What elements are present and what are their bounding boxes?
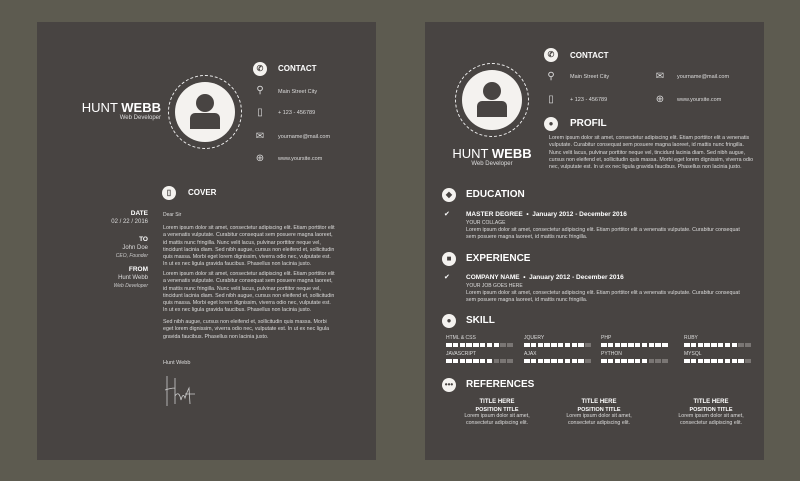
skill-level-segment <box>725 359 731 363</box>
location-pin-icon: ⚲ <box>256 85 264 96</box>
skill-level-segment <box>738 343 744 347</box>
skill-level-segment <box>649 343 655 347</box>
skill-level-segment <box>704 359 710 363</box>
skill-level-segment <box>635 359 641 363</box>
avatar <box>462 70 522 130</box>
mail-icon: ✉ <box>655 71 665 82</box>
profil-text: Lorem ipsum dolor sit amet, consectetur adipiscing elit. Etiam porttitor elit a venenatis vulputate. Curabitur consequat sem posuere magna laoreet, id mattis nunc fringilla. Nunc velit lacus, pulvinar porttitor neque vel, tincidunt lacinia diam. Sed nibh augue, cursus non eleifend et, sollicitudin quis massa. Morbi eget lorem dignissim, viverra odio nec, vulputate est. In ut ex nec ligula gravida faucibus. Phasellus non lacinia justo. <box>549 135 754 171</box>
skill-level-segment <box>565 359 571 363</box>
skill-level-segment <box>558 343 564 347</box>
contact-website: www.yoursite.com <box>677 97 722 103</box>
recipient-name: John Doe <box>122 245 148 251</box>
name-block <box>82 100 161 121</box>
skill-name: PHP <box>601 335 612 341</box>
graduation-cap-icon: ◆ <box>442 188 456 202</box>
skill-level-segment <box>565 343 571 347</box>
school-name: YOUR COLLAGE <box>466 220 506 226</box>
contact-phone: + 123 - 456789 <box>278 110 316 116</box>
skill-name: AJAX <box>524 351 537 357</box>
date-label: DATE <box>130 210 148 217</box>
skill-level-segment <box>466 343 472 347</box>
skill-level-segment <box>585 343 591 347</box>
skill-level-segment <box>738 359 744 363</box>
mobile-icon: ▯ <box>548 94 554 105</box>
skill-level-segment <box>460 359 466 363</box>
reference-item: TITLE HERE POSITION TITLE Lorem ipsum dolor sit amet, consectetur adipiscing elit. <box>566 399 632 426</box>
location-pin-icon: ⚲ <box>547 71 555 82</box>
experience-heading: EXPERIENCE <box>466 253 531 264</box>
skill-level-bar <box>446 359 513 363</box>
skill-level-segment <box>551 343 557 347</box>
skill-level-segment <box>572 359 578 363</box>
experience-text: Lorem ipsum dolor sit amet, consectetur adipiscing elit. Etiam porttitor elit a venenatis vulputate. Curabitur consequat sem posuere magna laoreet, id mattis nunc fringilla. <box>466 290 740 304</box>
education-text: Lorem ipsum dolor sit amet, consectetur adipiscing elit. Etiam porttitor elit a venenatis vulputate. Curabitur consequat sem posuere magna laoreet, id mattis nunc fringilla. <box>466 227 740 241</box>
skill-level-bar <box>601 359 668 363</box>
skill-level-segment <box>544 343 550 347</box>
signoff-name: Hunt Webb <box>163 360 191 366</box>
skill-level-segment <box>480 343 486 347</box>
skill-level-segment <box>655 343 661 347</box>
skill-level-segment <box>628 343 634 347</box>
skill-level-segment <box>578 343 584 347</box>
skill-level-segment <box>628 359 634 363</box>
full-name: HUNT WEBB <box>81 100 161 115</box>
skill-level-segment <box>698 343 704 347</box>
skill-level-segment <box>601 343 607 347</box>
skill-level-segment <box>500 343 506 347</box>
skill-icon: ● <box>442 314 456 328</box>
skill-level-segment <box>684 359 690 363</box>
skill-level-segment <box>572 343 578 347</box>
document-icon: ▯ <box>162 186 176 200</box>
skill-level-segment <box>558 359 564 363</box>
skill-level-segment <box>507 359 513 363</box>
skill-level-bar <box>684 359 751 363</box>
skill-level-segment <box>538 343 544 347</box>
skill-level-segment <box>655 359 661 363</box>
resume-page <box>425 22 764 460</box>
contact-email: yourname@mail.com <box>278 134 331 140</box>
skill-level-segment <box>684 343 690 347</box>
skill-level-segment <box>621 343 627 347</box>
skill-level-segment <box>500 359 506 363</box>
job-title: Web Developer <box>119 115 161 121</box>
briefcase-icon: ■ <box>442 252 456 266</box>
skill-level-segment <box>621 359 627 363</box>
letter-paragraph: Lorem ipsum dolor sit amet, consectetur adipiscing elit. Etiam porttitor elit a venenatis vulputate. Curabitur consequat sem posuere magna laoreet, id mattis nunc fringilla. Nunc velit lacus, pulvinar porttitor neque vel, tincidunt lacinia diam. Sed nibh augue, cursus non eleifend et, sollicitudin quis massa. Morbi eget lorem dignissim, viverra odio nec, vulputate est. In ut ex nec ligula gravida faucibus. Phasellus non lacinia justo. <box>163 225 335 268</box>
check-icon: ✔ <box>444 211 450 218</box>
skill-name: RUBY <box>684 335 698 341</box>
mail-icon: ✉ <box>255 131 265 142</box>
skill-level-segment <box>662 343 668 347</box>
globe-icon: ⊕ <box>255 153 265 164</box>
reference-item: TITLE HERE POSITION TITLE Lorem ipsum dolor sit amet, consectetur adipiscing elit. <box>678 399 744 426</box>
skill-level-segment <box>578 359 584 363</box>
skill-level-segment <box>662 359 668 363</box>
sender-name: Hunt Webb <box>118 275 148 281</box>
skill-level-segment <box>487 359 493 363</box>
globe-icon: ⊕ <box>655 94 665 105</box>
skill-level-segment <box>635 343 641 347</box>
skill-level-segment <box>725 343 731 347</box>
contact-address: Main Street City <box>570 74 610 80</box>
references-icon: ••• <box>442 378 456 392</box>
name-block <box>442 146 542 167</box>
skill-heading: SKILL <box>466 315 495 326</box>
reference-item: TITLE HERE POSITION TITLE Lorem ipsum dolor sit amet, consectetur adipiscing elit. <box>464 399 530 426</box>
skill-level-segment <box>446 359 452 363</box>
skill-level-segment <box>615 343 621 347</box>
skill-level-segment <box>524 343 530 347</box>
cover-letter-page <box>37 22 376 460</box>
skill-name: PYTHON <box>601 351 622 357</box>
skill-level-segment <box>711 359 717 363</box>
contact-phone: + 123 - 456789 <box>570 97 608 103</box>
skill-level-segment <box>494 359 500 363</box>
letter-paragraph: Lorem ipsum dolor sit amet, consectetur adipiscing elit. Etiam porttitor elit a venenatis vulputate. Curabitur consequat sem posuere magna laoreet, id mattis nunc fringilla. Nunc velit lacus, pulvinar porttitor neque vel, tincidunt lacinia diam. Sed nibh augue, cursus non eleifend et, sollicitudin quis massa. Morbi eget lorem dignissim, viverra odio nec, vulputate est. In ut ex nec ligula gravida faucibus. Phasellus non lacinia justo. <box>163 271 335 314</box>
skill-level-bar <box>524 343 591 347</box>
skill-level-segment <box>608 343 614 347</box>
contact-address: Main Street City <box>278 89 318 95</box>
contact-website: www.yoursite.com <box>278 156 323 162</box>
skill-name: HTML & CSS <box>446 335 476 341</box>
cover-heading: COVER <box>188 188 217 197</box>
skill-level-segment <box>531 359 537 363</box>
skill-level-segment <box>494 343 500 347</box>
job-title: Web Developer <box>471 161 513 167</box>
skill-level-segment <box>745 343 751 347</box>
skill-level-segment <box>711 343 717 347</box>
skill-level-segment <box>691 359 697 363</box>
skill-level-segment <box>649 359 655 363</box>
contact-heading: CONTACT <box>278 64 317 73</box>
skill-level-segment <box>642 359 648 363</box>
skill-level-bar <box>601 343 668 347</box>
avatar <box>175 82 235 142</box>
skill-level-bar <box>524 359 591 363</box>
skill-level-segment <box>585 359 591 363</box>
skill-level-segment <box>446 343 452 347</box>
skill-level-segment <box>732 359 738 363</box>
skill-level-segment <box>691 343 697 347</box>
skill-level-segment <box>453 343 459 347</box>
skill-level-segment <box>698 359 704 363</box>
education-heading: EDUCATION <box>466 189 525 200</box>
mobile-icon: ▯ <box>257 107 263 118</box>
skill-level-segment <box>538 359 544 363</box>
skill-level-segment <box>531 343 537 347</box>
recipient-title: CEO, Founder <box>115 253 148 259</box>
skill-level-segment <box>551 359 557 363</box>
experience-row: COMPANY NAME • January 2012 - December 2016 <box>466 274 624 281</box>
skill-level-segment <box>745 359 751 363</box>
greeting: Dear Sir <box>163 212 182 218</box>
sender-title: Web Developer <box>113 283 148 289</box>
from-label: FROM <box>128 266 148 273</box>
full-name: HUNT WEBB <box>452 146 532 161</box>
skill-level-segment <box>460 343 466 347</box>
job-title-line: YOUR JOB GOES HERE <box>466 283 523 289</box>
skill-level-segment <box>732 343 738 347</box>
letter-paragraph: Sed nibh augue, cursus non eleifend et, sollicitudin quis massa. Morbi eget lorem dignissim, viverra odio nec, vulputate est. In ut ex nec ligula gravida faucibus. Phasellus non lacinia justo. <box>163 319 330 340</box>
phone-icon: ✆ <box>544 48 558 62</box>
skill-level-segment <box>544 359 550 363</box>
skill-name: JAVASCRIPT <box>446 351 477 357</box>
skill-level-segment <box>473 343 479 347</box>
skill-level-segment <box>507 343 513 347</box>
skill-level-segment <box>704 343 710 347</box>
skill-level-segment <box>453 359 459 363</box>
references-heading: REFERENCES <box>466 379 535 390</box>
skill-level-segment <box>601 359 607 363</box>
check-icon: ✔ <box>444 274 450 281</box>
signature <box>163 374 203 408</box>
skill-level-segment <box>718 359 724 363</box>
skill-level-segment <box>615 359 621 363</box>
skill-level-segment <box>608 359 614 363</box>
skill-name: MYSQL <box>684 351 702 357</box>
letter-meta <box>37 210 148 290</box>
skill-level-segment <box>718 343 724 347</box>
user-icon: ● <box>544 117 558 131</box>
skill-level-segment <box>466 359 472 363</box>
skill-name: JQUERY <box>524 335 545 341</box>
skill-level-segment <box>524 359 530 363</box>
to-label: TO <box>139 236 148 243</box>
profil-heading: PROFIL <box>570 118 607 129</box>
contact-email: yourname@mail.com <box>677 74 730 80</box>
skill-level-segment <box>473 359 479 363</box>
skill-level-bar <box>446 343 513 347</box>
skill-level-segment <box>487 343 493 347</box>
skill-level-segment <box>480 359 486 363</box>
contact-heading: CONTACT <box>570 51 609 60</box>
education-row: MASTER DEGREE • January 2012 - December 2016 <box>466 211 627 218</box>
date-value: 02 / 22 / 2016 <box>111 219 148 225</box>
skill-level-segment <box>642 343 648 347</box>
phone-icon: ✆ <box>253 62 267 76</box>
skill-level-bar <box>684 343 751 347</box>
